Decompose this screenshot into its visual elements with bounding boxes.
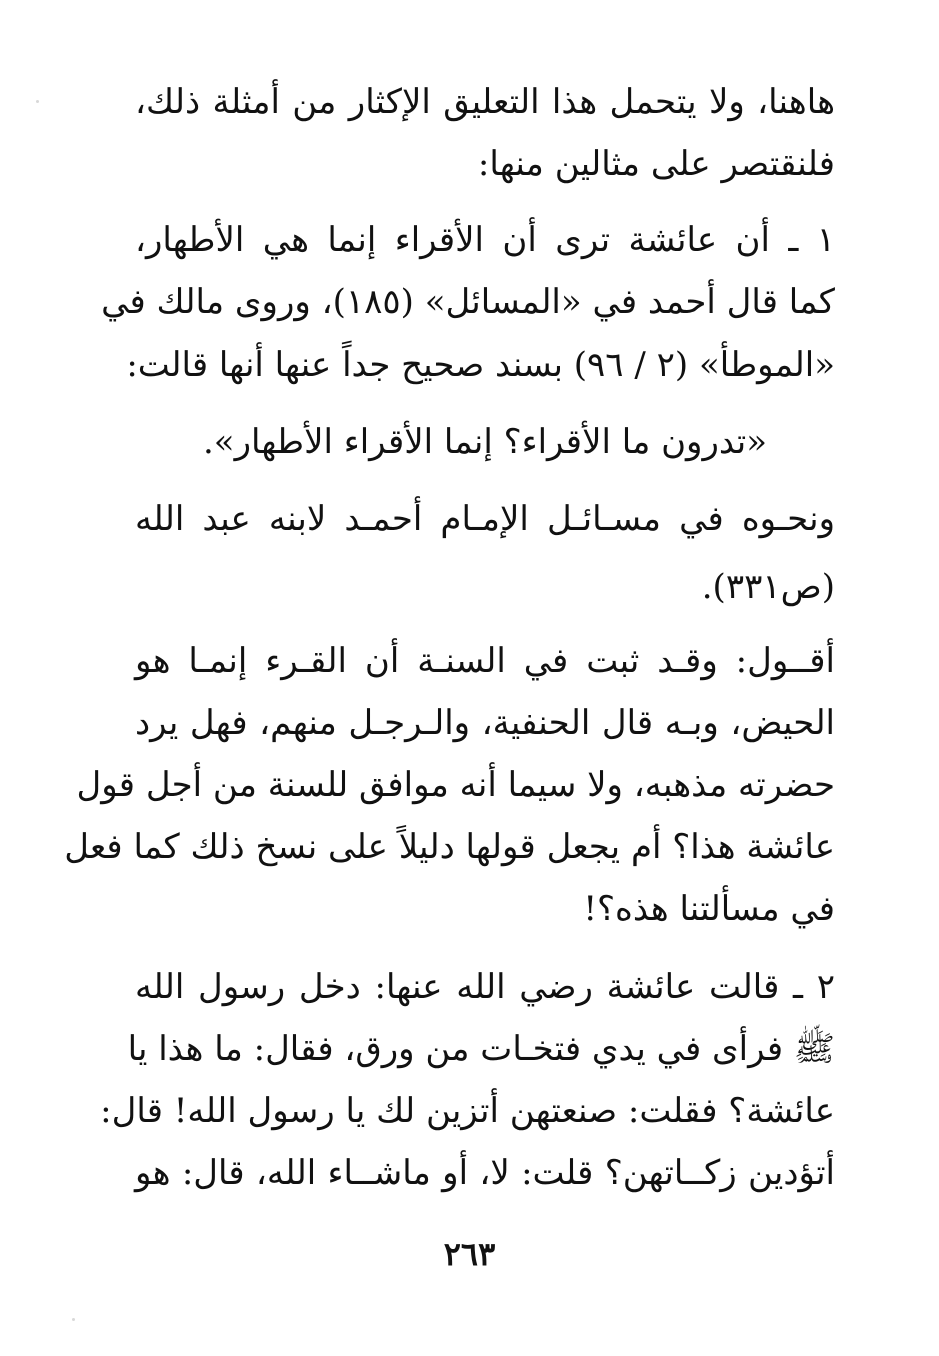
scan-speck — [72, 1318, 75, 1321]
text-line-14: ٢ ـ قالت عائشة رضي الله عنها: دخل رسول الله — [135, 967, 835, 1007]
text-line-17: أتؤدين زكــاتهن؟ قلت: لا، أو ماشــاء الله، قال: هو — [135, 1153, 835, 1193]
text-line-1: هاهنا، ولا يتحمل هذا التعليق الإكثار من أمثلة ذلك، — [135, 82, 835, 122]
text-line-4: كما قال أحمد في «المسائل» (١٨٥)، وروى مالك في — [101, 282, 835, 322]
text-line-12: عائشة هذا؟ أم يجعل قولها دليلاً على نسخ ذلك كما فعل — [64, 827, 835, 867]
text-line-2: فلنقتصر على مثالين منها: — [477, 144, 835, 184]
text-line-8: (ص٣٣١). — [701, 567, 835, 607]
scan-speck — [36, 100, 39, 103]
text-line-13: في مسألتنا هذه؟! — [583, 889, 835, 929]
text-line-15: ﷺ فرأى في يدي فتخـات من ورق، فقال: ما هذا يا — [127, 1029, 835, 1069]
text-line-16: عائشة؟ فقلت: صنعتهن أتزين لك يا رسول الله! قال: — [100, 1091, 835, 1131]
text-line-10: الحيض، وبـه قال الحنفية، والـرجـل منهم، فهل يرد — [135, 703, 835, 743]
text-line-9: أقــول: وقـد ثبت في السنـة أن القـرء إنمـا هو — [135, 641, 835, 681]
page-number: ٢٦٣ — [443, 1235, 496, 1273]
text-line-7: ونحـوه في مسـائـل الإمـام أحمـد لابنه عبد الله — [135, 499, 835, 539]
text-line-11: حضرته مذهبه، ولا سيما أنه موافق للسنة من أجل قول — [76, 765, 835, 805]
text-line-3: ١ ـ أن عائشة ترى أن الأقراء إنما هي الأطهار، — [135, 220, 835, 260]
quoted-line: «تدرون ما الأقراء؟ إنما الأقراء الأطهار». — [202, 422, 768, 462]
text-line-5: «الموطأ» (٢ / ٩٦) بسند صحيح جداً عنها أنها قالت: — [126, 345, 835, 385]
